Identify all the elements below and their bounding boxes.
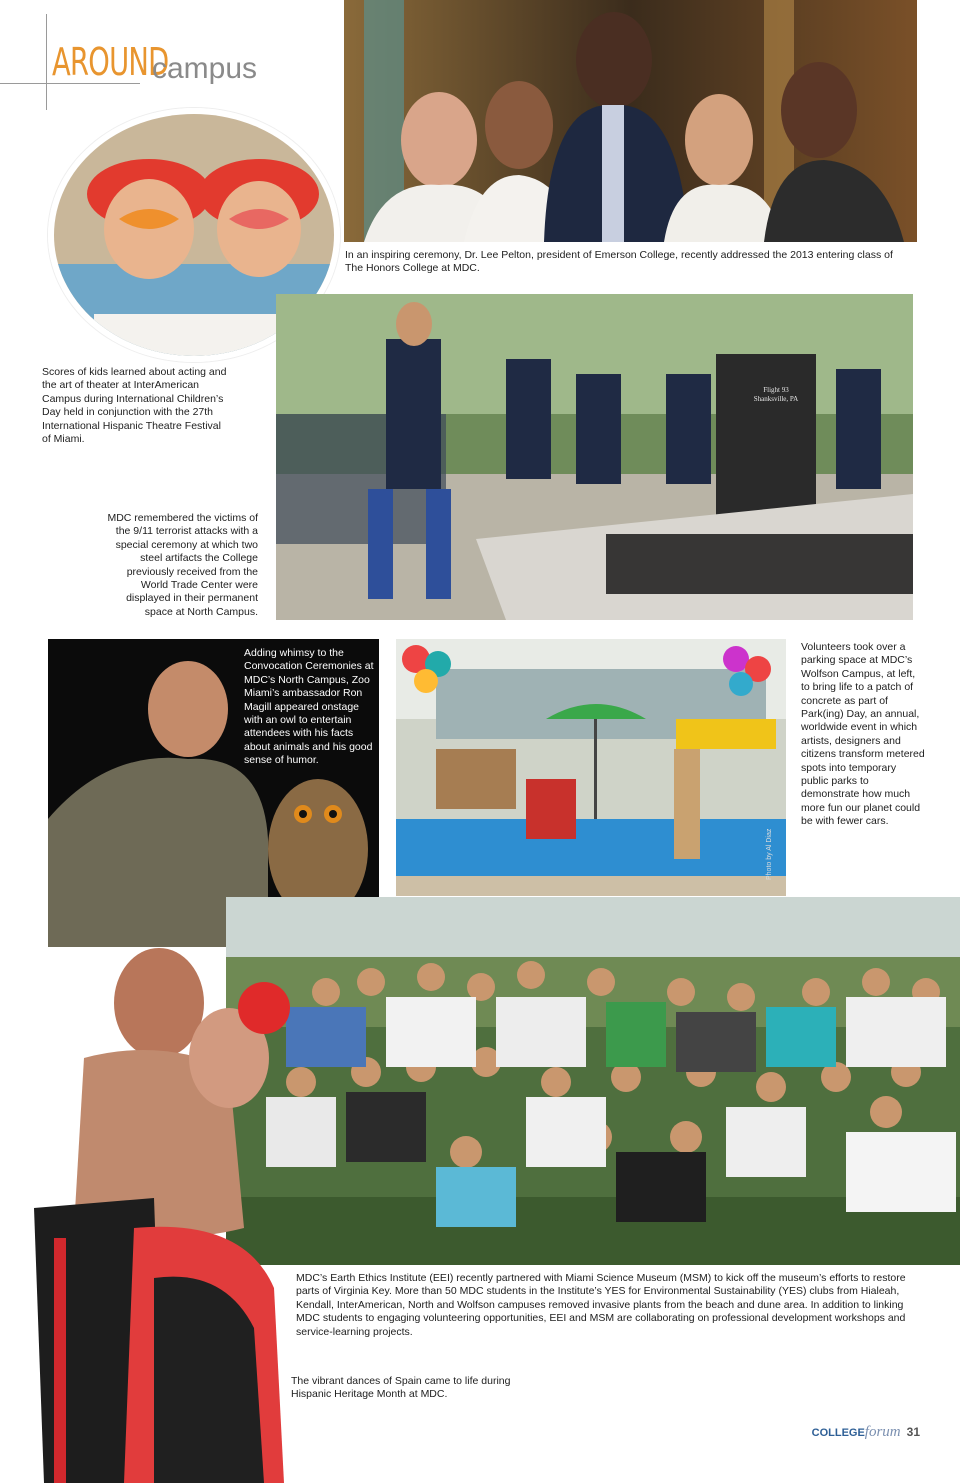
footer-brand: COLLEGE: [811, 1427, 865, 1439]
parking-caption: Volunteers took over a parking space at MDC’s Wolfson Campus, at left, to bring life to a patch of concrete as part of Park(ing) Day, an annual, worldwide event in which artists, designers and citizens transform metered spots into temporary public parks to demonstrate how much more fun our planet could be with fewer cars.: [801, 641, 925, 828]
honors-caption: In an inspiring ceremony, Dr. Lee Pelton, president of Emerson College, recently addressed the 2013 entering class of The Honors College at MDC.: [345, 249, 893, 275]
parking-day-photo: [396, 639, 786, 896]
footer-brand-script: forum: [864, 1424, 901, 1440]
page-footer: [812, 1424, 920, 1441]
section-title-around: AROUND: [52, 40, 169, 84]
page-number: 31: [906, 1425, 920, 1439]
memorial-ceremony-photo: [276, 294, 913, 620]
memorial-sign-line1: Flight 93: [763, 386, 789, 394]
section-title-campus: campus: [152, 52, 258, 85]
dance-caption: The vibrant dances of Spain came to life during Hispanic Heritage Month at MDC.: [291, 1375, 511, 1401]
photo-credit: Photo by Al Diaz: [766, 828, 773, 880]
honors-college-photo: [344, 0, 917, 242]
owl-caption: Adding whimsy to the Convocation Ceremonies at MDC’s North Campus, Zoo Miami’s ambassador Ron Magill appeared onstage with an owl to entertain attendees with his facts about animals and his good sense of humor.: [244, 647, 374, 767]
kids-caption: Scores of kids learned about acting and the art of theater at InterAmerican Campus during International Children’s Day held in conjunction with the 27th International Hispanic Theatre Festival of Miami.: [42, 366, 227, 446]
earth-ethics-group-photo: [226, 897, 960, 1265]
memorial-sign-text: [746, 386, 806, 404]
earth-ethics-caption: MDC’s Earth Ethics Institute (EEI) recently partnered with Miami Science Museum (MSM) to kick off the museum’s efforts to restore parts of Virginia Key. More than 50 MDC students in the Institute’s YES for Environmental Sustainability (YES) clubs from Hialeah, Kendall, InterAmerican, North and Wolfson campuses removed invasive plants from the beach and dune area. In addition to linking MDC students to engaging volunteering opportunities, EEI and MSM are collaborating on professional development workshops and service-learning projects.: [296, 1272, 906, 1338]
memorial-sign-line2: Shanksville, PA: [753, 395, 799, 403]
memorial-caption: MDC remembered the victims of the 9/11 terrorist attacks with a special ceremony at which two steel artifacts the College previously received from the World Trade Center were displayed in their permanent space at North Campus.: [107, 512, 258, 618]
flamenco-dancers-photo: [14, 948, 290, 1483]
header-rule-vertical: [46, 14, 47, 110]
